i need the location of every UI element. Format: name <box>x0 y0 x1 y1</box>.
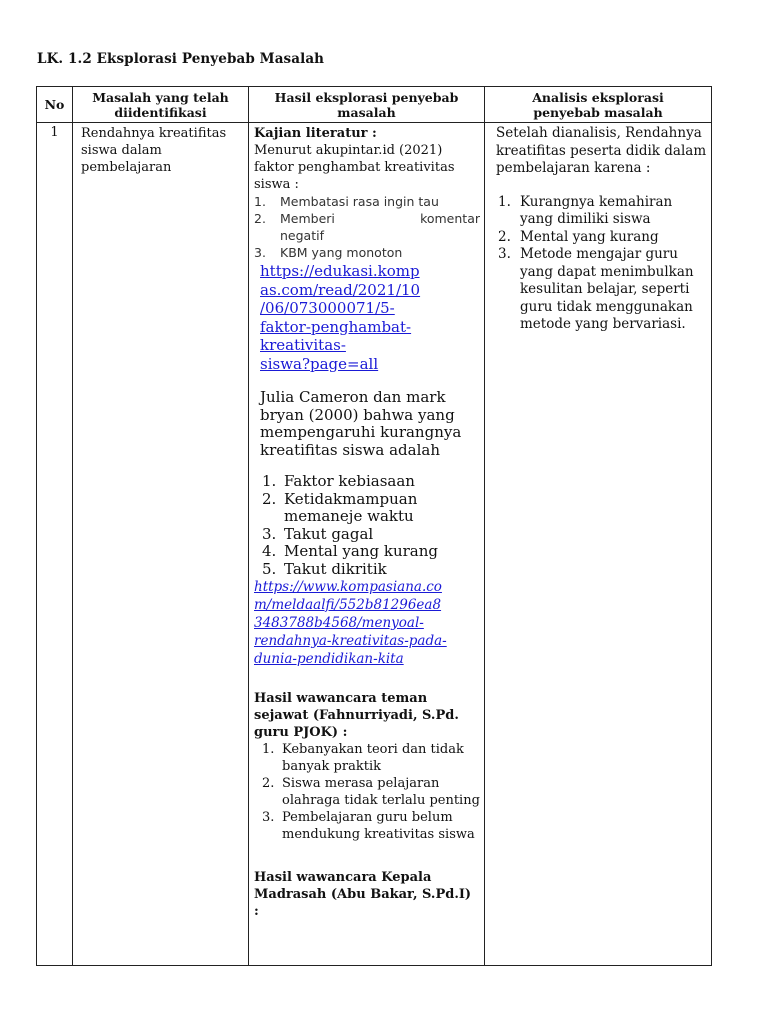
header-result <box>249 87 485 123</box>
list-item-text: Metode mengajar guru yang dapat menimbulkan kesulitan belajar, seperti guru tidak menggunakan metode yang bervariasi. <box>520 246 694 332</box>
table-row <box>37 123 712 966</box>
header-problem <box>73 87 249 123</box>
link-line: https://www.kompasiana.co <box>254 579 442 595</box>
list-item <box>498 194 707 229</box>
link-line: rendahnya-kreativitas-pada- <box>254 633 447 649</box>
list-item-number: 1. <box>498 193 511 210</box>
list-item-text: Kurangnya kemahiran yang dimiliki siswa <box>520 193 673 227</box>
list-item-number: 3. <box>262 810 275 825</box>
header-result-label: Hasil eksplorasi penyebab masalah <box>274 90 459 120</box>
quote-paragraph: Julia Cameron dan mark bryan (2000) bahwa yang mempengaruhi kurangnya kreatifitas siswa adalah <box>260 388 462 459</box>
link-line: m/meldaalfi/552b81296ea8 <box>254 597 442 613</box>
result-cell <box>249 123 485 966</box>
link-line: dunia-pendidikan-kita <box>254 651 404 667</box>
list-item <box>262 526 480 544</box>
head-interview-heading: Hasil wawancara Kepala Madrasah (Abu Bakar, S.Pd.I) : <box>254 870 472 919</box>
analysis-cell <box>485 123 712 966</box>
list-item <box>262 561 480 579</box>
list-item-number: 3. <box>262 524 277 543</box>
link-line: kreativitas- <box>260 336 346 354</box>
peer-interview-list <box>254 741 480 843</box>
link-line: 3483788b4568/menyoal- <box>254 615 424 631</box>
list-item-text: Siswa merasa pelajaran olahraga tidak terlalu penting <box>282 776 480 808</box>
link-line: https://edukasi.komp <box>260 262 420 280</box>
literature-heading: Kajian literatur : <box>254 126 377 141</box>
header-problem-label: Masalah yang telah diidentifikasi <box>92 90 229 120</box>
list-item-text: KBM yang monoton <box>280 245 403 260</box>
list-item-number: 2. <box>262 776 275 791</box>
list-item-number: 4. <box>262 542 277 560</box>
list-item <box>498 246 707 334</box>
list-item-text: Takut dikritik <box>284 559 387 578</box>
list-item-number: 3. <box>498 246 511 262</box>
list-item-text: Ketidakmampuan memaneje waktu <box>284 489 418 525</box>
header-no <box>37 87 73 123</box>
list-item-word: komentar <box>420 211 480 226</box>
list-item-text: Mental yang kurang <box>520 228 659 245</box>
header-analysis-label: Analisis eksplorasi penyebab masalah <box>532 90 664 120</box>
list-item-text: Takut gagal <box>284 524 374 543</box>
list-item-text: Membatasi rasa ingin tau <box>280 194 439 209</box>
list-item-number: 2. <box>262 489 277 508</box>
list-item-number: 1. <box>262 472 277 490</box>
table-header-row <box>37 87 712 123</box>
list-item-number: 3. <box>254 245 266 260</box>
list-item-number: 2. <box>254 211 266 226</box>
list-item-word: Memberi <box>280 211 335 226</box>
list-item <box>262 775 480 809</box>
link-line: as.com/read/2021/10 <box>260 280 421 299</box>
list-item-text: Pembelajaran guru belum mendukung kreativitas siswa <box>282 810 475 842</box>
exploration-table <box>36 86 712 966</box>
analysis-intro: Setelah dianalisis, Rendahnya kreatifitas peserta didik dalam pembelajaran karena : <box>496 125 707 176</box>
list-item <box>262 809 480 843</box>
literature-list <box>254 193 480 261</box>
list-item <box>262 473 480 491</box>
document-title: LK. 1.2 Eksplorasi Penyebab Masalah <box>37 51 325 67</box>
list-item-text: Kebanyakan teori dan tidak banyak praktik <box>282 742 464 774</box>
list-item <box>498 229 707 247</box>
row-number: 1 <box>37 123 73 966</box>
list-item <box>254 244 480 261</box>
header-no-label: No <box>44 97 65 112</box>
list-item <box>262 491 480 526</box>
list-item <box>262 741 480 775</box>
link-line: faktor-penghambat- <box>260 317 412 336</box>
list-item-number: 2. <box>498 228 511 245</box>
header-analysis <box>485 87 712 123</box>
list-item-text <box>280 210 480 244</box>
list-item <box>254 210 480 244</box>
peer-interview-heading: Hasil wawancara teman sejawat (Fahnurriyadi, S.Pd. guru PJOK) : <box>254 691 459 740</box>
analysis-list <box>496 194 707 334</box>
problem-cell: Rendahnya kreatifitas siswa dalam pembelajaran <box>73 123 249 966</box>
link-line: /06/073000071/5- <box>260 299 395 317</box>
list-item-number: 1. <box>254 194 266 209</box>
list-item-text: Faktor kebiasaan <box>284 472 415 490</box>
link-line: siswa?page=all <box>260 354 379 373</box>
list-item-number: 5. <box>262 559 277 578</box>
source-link-kompasiana[interactable] <box>254 578 480 668</box>
list-item <box>262 543 480 561</box>
list-item-word: negatif <box>280 228 324 243</box>
list-item-text: Mental yang kurang <box>284 542 439 560</box>
source-link-kompas[interactable] <box>254 262 480 373</box>
factor-list <box>254 473 480 578</box>
literature-intro: Menurut akupintar.id (2021) faktor penghambat kreativitas siswa : <box>254 143 455 192</box>
list-item <box>254 193 480 210</box>
list-item-number: 1. <box>262 742 275 757</box>
